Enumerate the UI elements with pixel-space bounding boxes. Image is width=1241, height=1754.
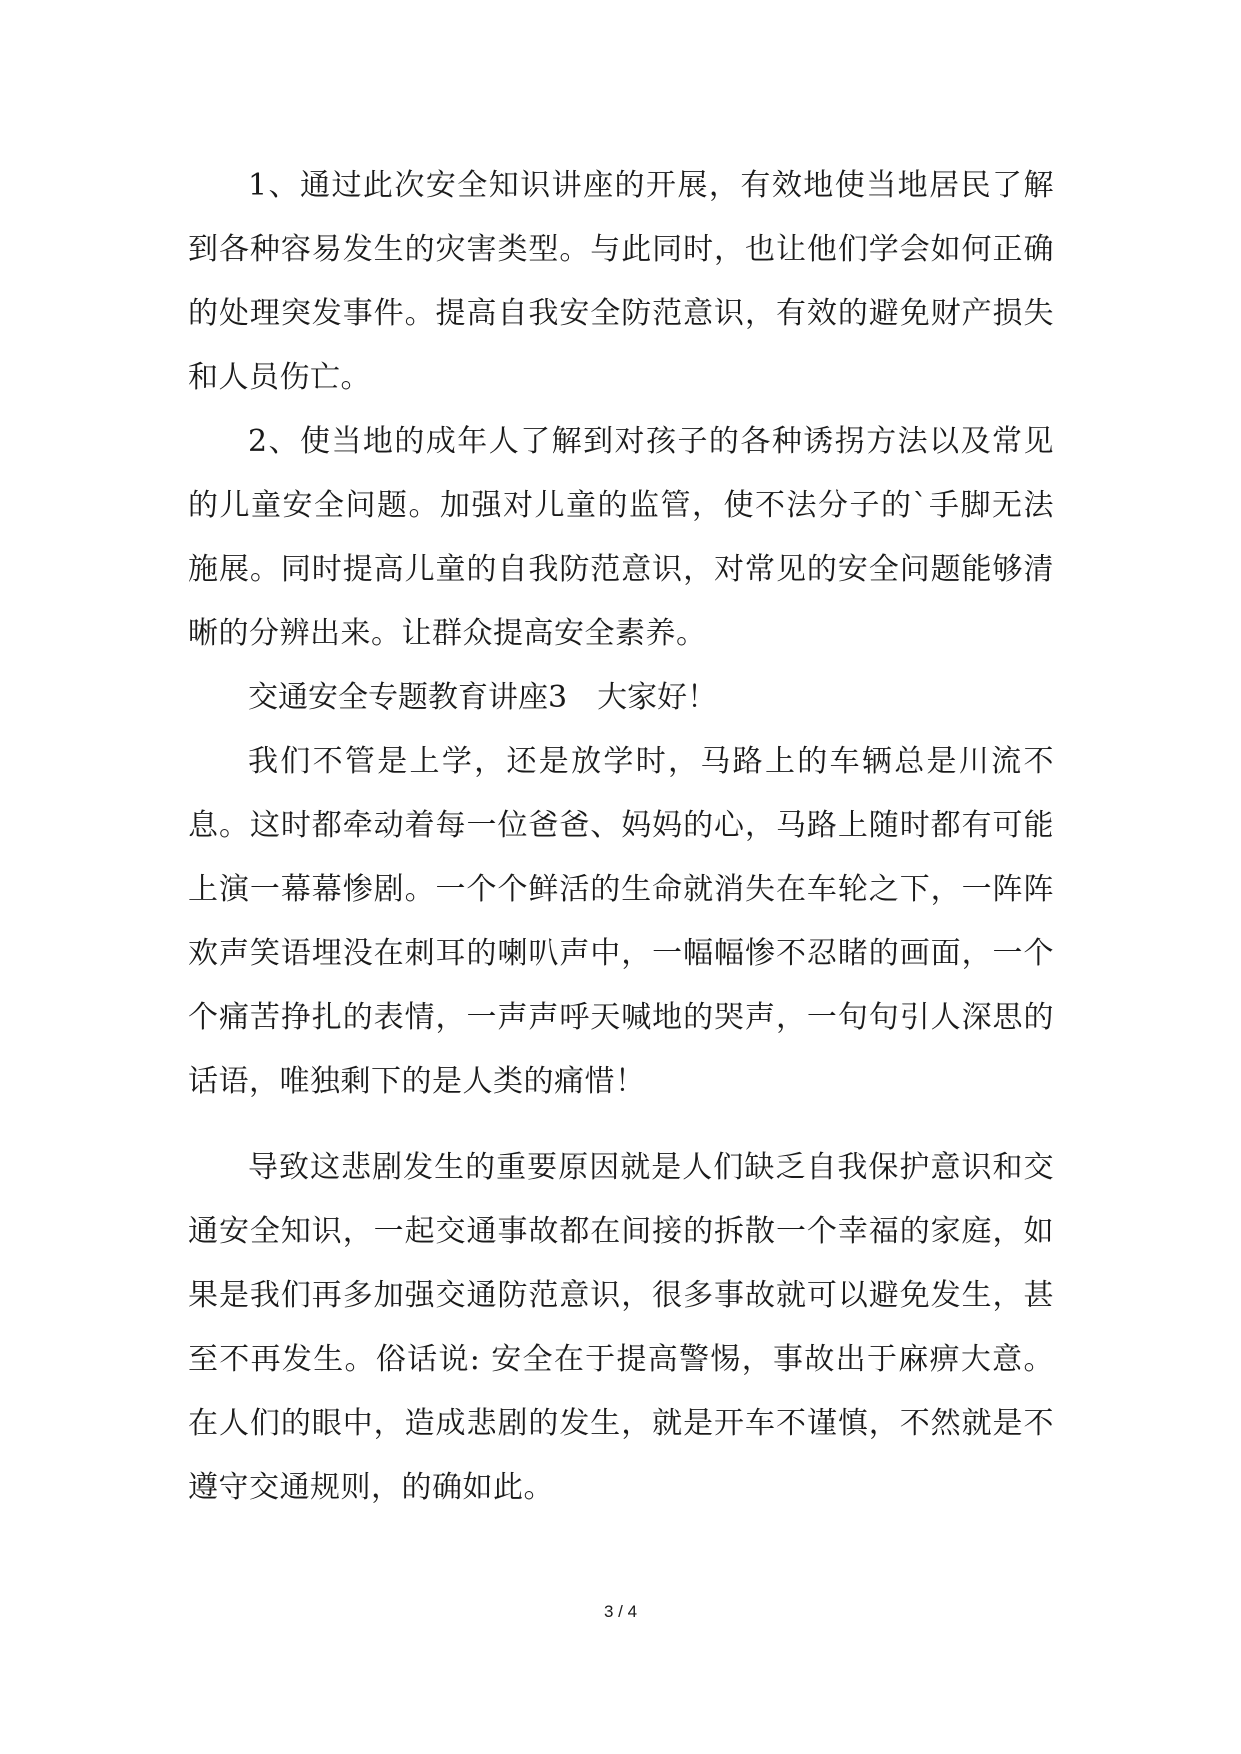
page-number: 3 / 4 <box>603 1602 638 1621</box>
paragraph-4: 导致这悲剧发生的重要原因就是人们缺乏自我保护意识和交通安全知识，一起交通事故都在间接的拆散一个幸福的家庭，如果是我们再多加强交通防范意识，很多事故就可以避免发生，甚至不再发生。俗话说: 安全在于提高警惕，事故出于麻痹大意。在人们的眼中，造成悲剧的发生，就是开车不谨慎，不然就是不遵守交通规则，的确如此。 <box>188 1150 1054 1505</box>
section-heading: 交通安全专题教育讲座3 大家好！ <box>248 680 718 715</box>
paragraph-1: 1、通过此次安全知识讲座的开展，有效地使当地居民了解到各种容易发生的灾害类型。与此同时，也让他们学会如何正确的处理突发事件。提高自我安全防范意识，有效的避免财产损失和人员伤亡。 <box>188 168 1054 395</box>
document-body <box>188 154 1054 1520</box>
paragraph-2: 2、使当地的成年人了解到对孩子的各种诱拐方法以及常见的儿童安全问题。加强对儿童的监管，使不法分子的`手脚无法施展。同时提高儿童的自我防范意识，对常见的安全问题能够清晰的分辨出来。让群众提高安全素养。 <box>188 424 1054 651</box>
paragraph-3: 我们不管是上学，还是放学时，马路上的车辆总是川流不息。这时都牵动着每一位爸爸、妈妈的心，马路上随时都有可能上演一幕幕惨剧。一个个鲜活的生命就消失在车轮之下，一阵阵欢声笑语埋没在刺耳的喇叭声中，一幅幅惨不忍睹的画面，一个个痛苦挣扎的表情，一声声呼天喊地的哭声，一句句引人深思的话语，唯独剩下的是人类的痛惜！ <box>188 744 1054 1099</box>
